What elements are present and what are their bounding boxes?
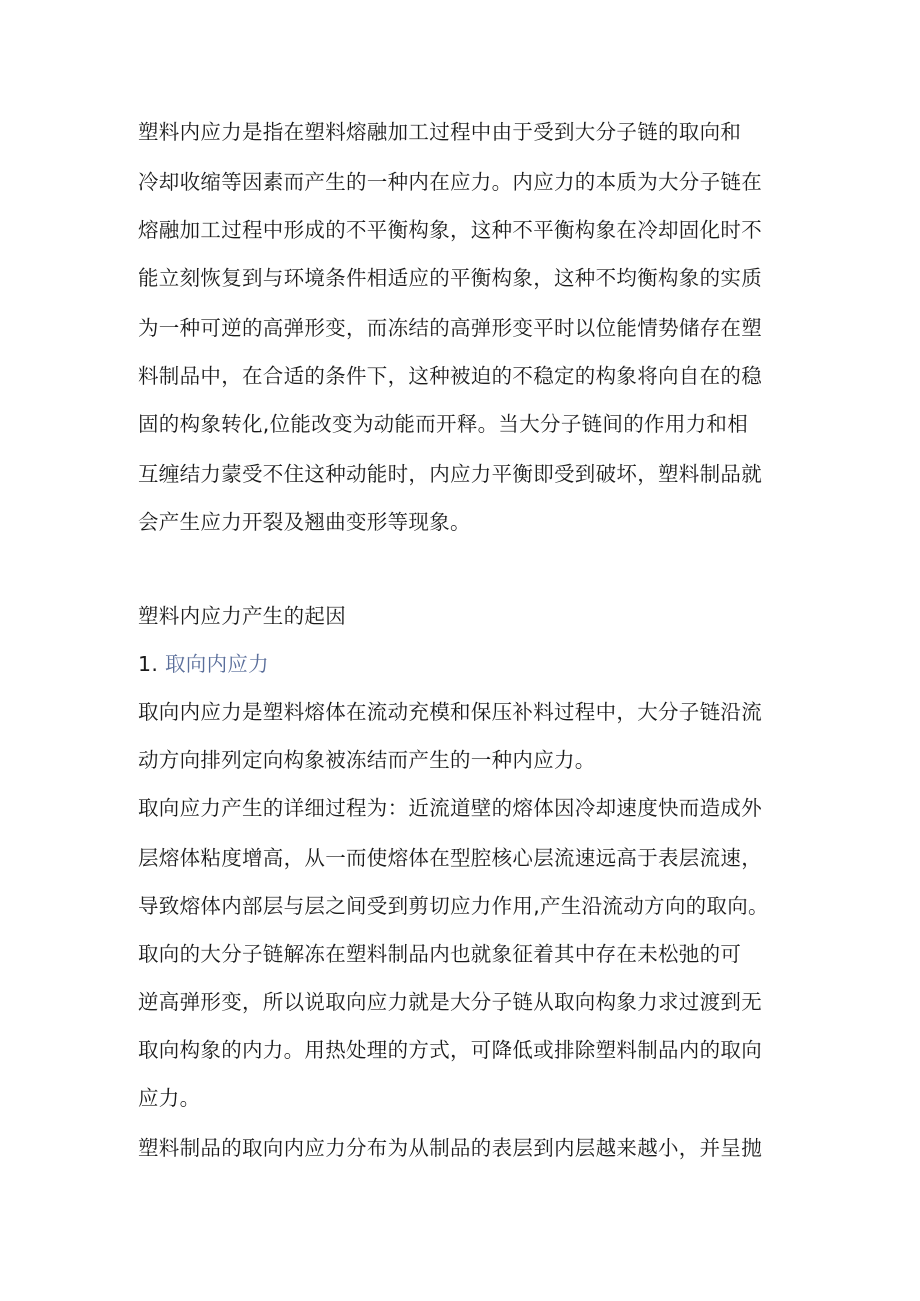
text-line: 取向应力产生的详细过程为：近流道壁的熔体因冷却速度快而造成外: [138, 796, 762, 820]
text-line: 塑料内应力是指在塑料熔融加工过程中由于受到大分子链的取向和: [138, 120, 742, 144]
text-line: 固的构象转化,位能改变为动能而开释。当大分子链间的作用力和相: [138, 412, 749, 436]
text-line: 导致熔体内部层与层之间受到剪切应力作用,产生沿流动方向的取向。: [138, 894, 769, 918]
document-page: [138, 0, 798, 1301]
text-line: 料制品中，在合适的条件下，这种被迫的不稳定的构象将向自在的稳: [138, 364, 762, 388]
text-line: 应力。: [138, 1086, 201, 1110]
subsection-title: 取向内应力: [164, 652, 269, 676]
subsection-number: 1.: [138, 652, 165, 676]
text-line: 取向内应力是塑料熔体在流动充模和保压补料过程中，大分子链沿流: [138, 700, 762, 724]
text-line: 熔融加工过程中形成的不平衡构象，这种不平衡构象在冷却固化时不: [138, 218, 762, 242]
text-line: 为一种可逆的高弹形变，而冻结的高弹形变平时以位能情势储存在塑: [138, 316, 762, 340]
section-title: 塑料内应力产生的起因: [138, 604, 346, 628]
text-line: 取向构象的内力。用热处理的方式，可降低或排除塑料制品内的取向: [138, 1038, 762, 1062]
text-line: 层熔体粘度增高，从一而使熔体在型腔核心层流速远高于表层流速，: [138, 846, 762, 870]
text-line: 互缠结力蒙受不住这种动能时，内应力平衡即受到破坏，塑料制品就: [138, 462, 762, 486]
text-line: 逆高弹形变，所以说取向应力就是大分子链从取向构象力求过渡到无: [138, 990, 762, 1014]
text-line: 动方向排列定向构象被冻结而产生的一种内应力。: [138, 748, 596, 772]
subsection-heading: [138, 650, 269, 678]
text-line: 取向的大分子链解冻在塑料制品内也就象征着其中存在未松弛的可: [138, 942, 742, 966]
text-line: 会产生应力开裂及翘曲变形等现象。: [138, 510, 471, 534]
text-line: 塑料制品的取向内应力分布为从制品的表层到内层越来越小，并呈抛: [138, 1136, 762, 1160]
text-line: 冷却收缩等因素而产生的一种内在应力。内应力的本质为大分子链在: [138, 170, 762, 194]
text-line: 能立刻恢复到与环境条件相适应的平衡构象，这种不均衡构象的实质: [138, 266, 762, 290]
